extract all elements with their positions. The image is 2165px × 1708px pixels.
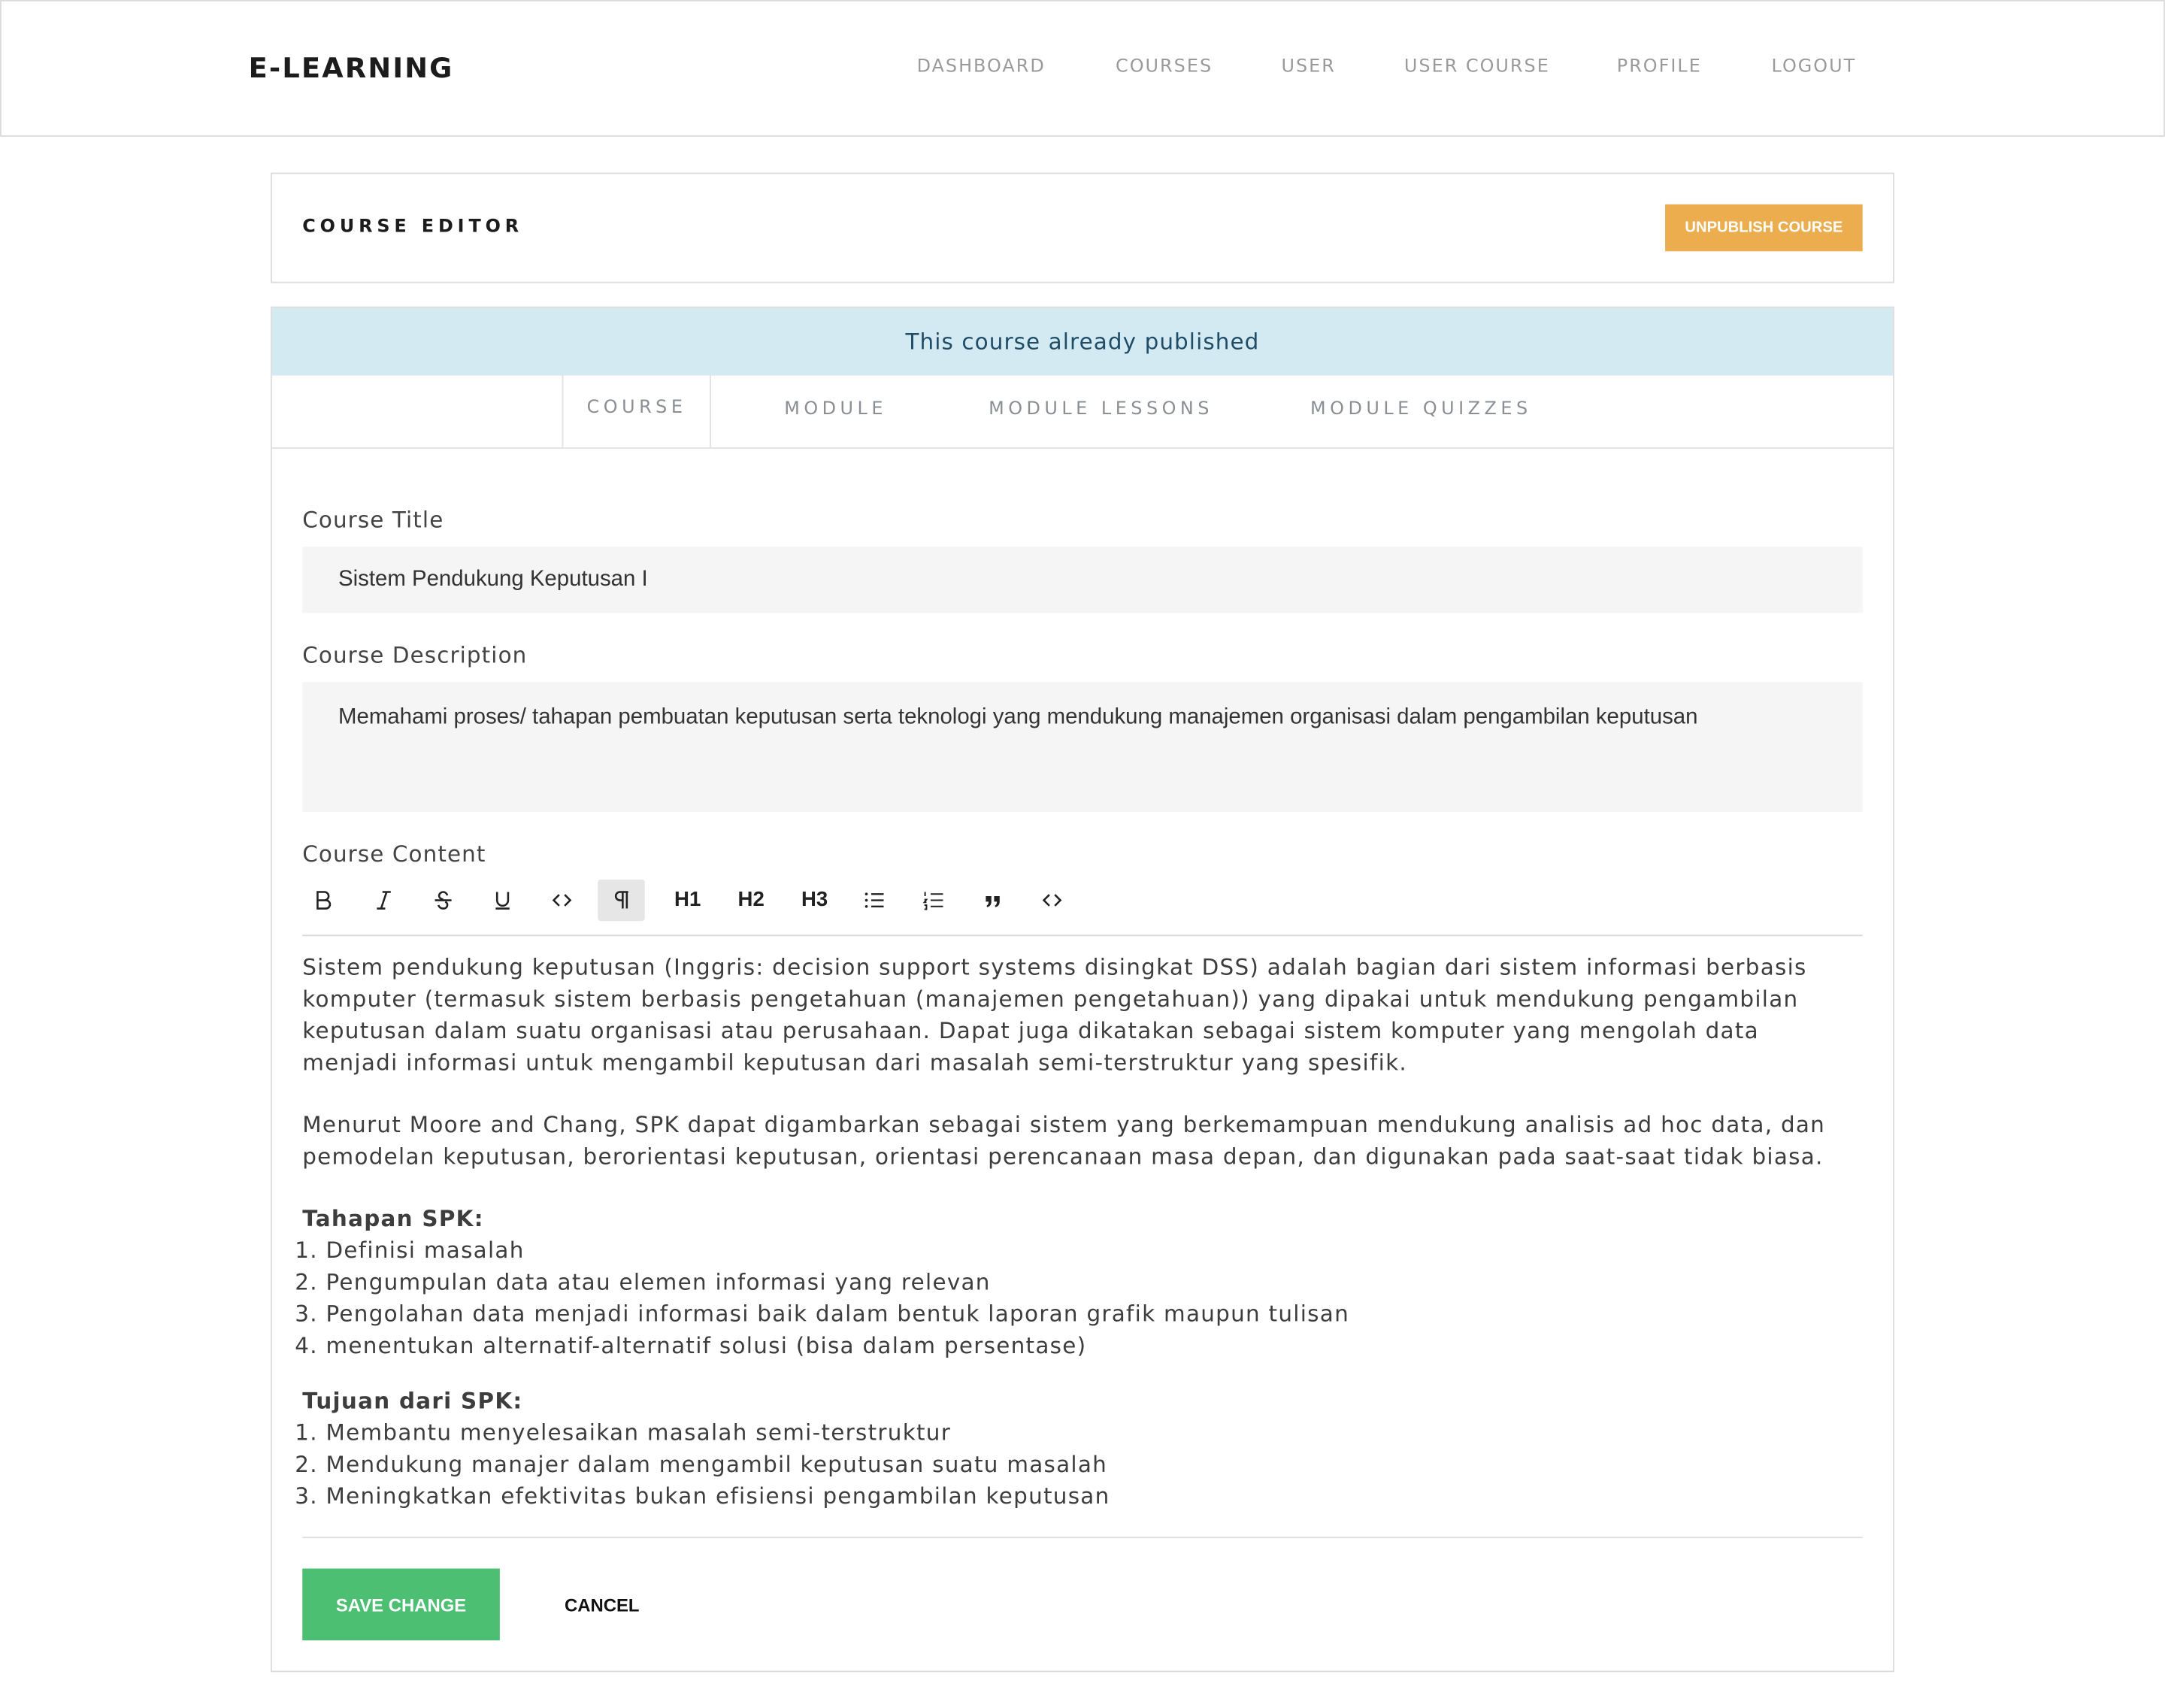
course-description-label: Course Description — [302, 642, 528, 668]
save-change-button[interactable]: SAVE CHANGE — [302, 1568, 500, 1640]
course-description-textarea[interactable]: Memahami proses/ tahapan pembuatan keputusan serta teknologi yang mendukung manajemen organisasi dalam pengambilan keputusan — [302, 682, 1862, 812]
italic-icon[interactable] — [360, 880, 407, 921]
code-icon[interactable] — [538, 880, 585, 921]
content-heading: Tahapan SPK: — [302, 1205, 484, 1232]
content-list — [302, 1234, 1862, 1361]
editor-tabs — [272, 376, 1893, 449]
h1-icon[interactable]: H1 — [674, 887, 701, 912]
content-paragraph: Menurut Moore and Chang, SPK dapat digambarkan sebagai sistem yang berkemampuan mendukung analisis ad hoc data, dan pemodelan keputusan, berorientasi keputusan, orientasi perencanaan masa depan, dan digunakan pada saat-saat tidak biasa. — [302, 1111, 1826, 1170]
underline-icon[interactable] — [479, 880, 525, 921]
nav-user-course[interactable]: USER COURSE — [1403, 56, 1550, 77]
h2-icon[interactable]: H2 — [737, 887, 765, 912]
h3-icon[interactable]: H3 — [801, 887, 828, 912]
course-editor-header — [271, 173, 1894, 283]
list-item: 3. Meningkatkan efektivitas bukan efisiensi pengambilan keputusan — [326, 1480, 1862, 1512]
nav-courses[interactable]: COURSES — [1116, 56, 1213, 77]
course-content-editor[interactable] — [302, 951, 1862, 1535]
list-item: 1. Membantu menyelesaikan masalah semi-terstruktur — [326, 1416, 1862, 1448]
unpublish-course-button[interactable]: UNPUBLISH COURSE — [1665, 204, 1863, 251]
brand-logo[interactable]: E-LEARNING — [248, 50, 454, 85]
course-content-label: Course Content — [302, 840, 486, 868]
nav-logout[interactable]: LOGOUT — [1771, 56, 1857, 77]
bullet-list-icon[interactable] — [850, 880, 897, 921]
course-title-label: Course Title — [302, 507, 444, 533]
tab-course[interactable]: COURSE — [562, 376, 711, 448]
nav-user[interactable]: USER — [1281, 56, 1336, 77]
bold-icon[interactable] — [300, 880, 347, 921]
cancel-button[interactable]: CANCEL — [540, 1568, 664, 1640]
published-alert: This course already published — [272, 308, 1893, 376]
editor-toolbar — [302, 877, 1862, 936]
tab-module-quizzes[interactable]: MODULE QUIZZES — [1310, 398, 1532, 420]
course-title-input[interactable] — [302, 547, 1862, 613]
nav-dashboard[interactable]: DASHBOARD — [916, 56, 1046, 77]
ordered-list-icon[interactable] — [910, 880, 956, 921]
course-editor-body — [271, 307, 1894, 1672]
strikethrough-icon[interactable] — [419, 880, 466, 921]
content-paragraph: Sistem pendukung keputusan (Inggris: decision support systems disingkat DSS) adalah bagian dari sistem informasi berbasis komputer (termasuk sistem berbasis pengetahuan (manajemen pengetahuan)) yang dipakai untuk mendukung pengambilan keputusan dalam suatu organisasi atau perusahaan. Dapat juga dikatakan sebagai sistem komputer yang mengolah data menjadi informasi untuk mengambil keputusan dari masalah semi-terstruktur yang spesifik. — [302, 954, 1807, 1076]
divider — [302, 1537, 1862, 1538]
top-navbar — [0, 0, 2165, 137]
tab-module-lessons[interactable]: MODULE LESSONS — [989, 398, 1213, 420]
code-block-icon[interactable] — [1028, 880, 1075, 921]
content-heading: Tujuan dari SPK: — [302, 1387, 523, 1414]
list-item: 1. Definisi masalah — [326, 1234, 1862, 1266]
blockquote-icon[interactable] — [969, 880, 1016, 921]
list-item: 4. menentukan alternatif-alternatif solusi (bisa dalam persentase) — [326, 1330, 1862, 1361]
content-list — [302, 1416, 1862, 1512]
list-item: 3. Pengolahan data menjadi informasi baik dalam bentuk laporan grafik maupun tulisan — [326, 1298, 1862, 1329]
tab-module[interactable]: MODULE — [784, 398, 887, 420]
list-item: 2. Mendukung manajer dalam mengambil keputusan suatu masalah — [326, 1449, 1862, 1480]
nav-profile[interactable]: PROFILE — [1616, 56, 1702, 77]
list-item: 2. Pengumpulan data atau elemen informasi yang relevan — [326, 1266, 1862, 1298]
paragraph-icon[interactable] — [598, 880, 644, 921]
page-title: COURSE EDITOR — [302, 217, 524, 238]
